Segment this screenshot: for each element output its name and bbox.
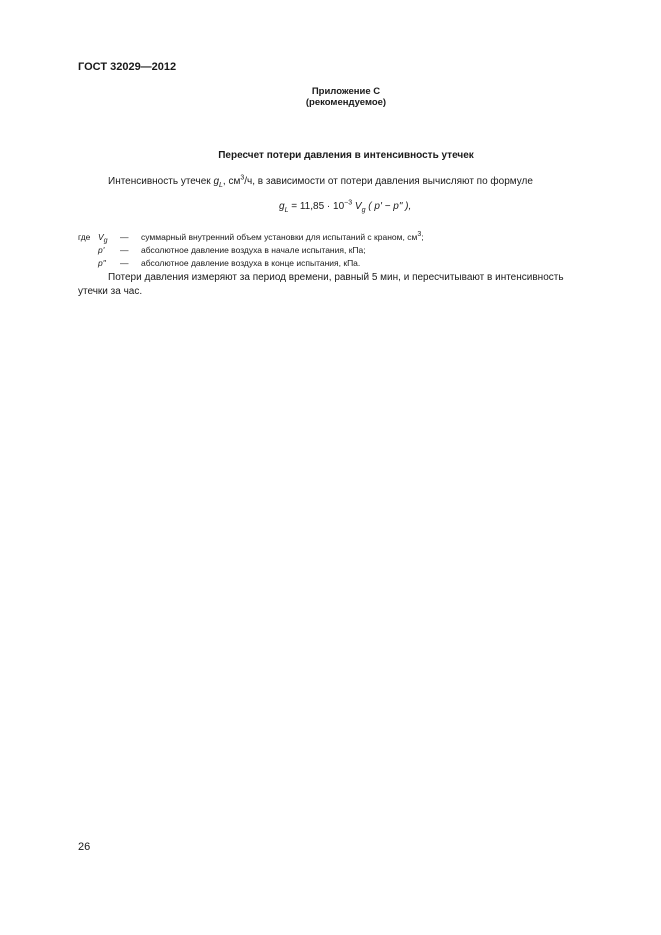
- definition-row: [78, 245, 424, 258]
- definition-text: суммарный внутренний объем установки для испытаний с краном, $см^3$;: [141, 231, 424, 242]
- appendix-title: Приложение С: [311, 86, 381, 97]
- page-number: 26: [78, 841, 91, 853]
- intro-paragraph: [108, 176, 533, 187]
- formula: [279, 201, 411, 212]
- definitions-list: [78, 232, 424, 271]
- definition-row: [78, 258, 424, 271]
- intro-lead: Интенсивность утечек: [108, 176, 214, 187]
- document-header: ГОСТ 32029—2012: [78, 61, 177, 73]
- definition-where: где: [78, 232, 91, 242]
- intro-symbol: g: [213, 176, 219, 187]
- formula-eq: = 11,85 · 10: [288, 201, 345, 212]
- paragraph-line: Потери давления измеряют за период времени, равный 5 мин, и пересчитывают в интенсивность: [108, 272, 564, 283]
- formula-v-sub: g: [361, 207, 366, 214]
- definition-row: [78, 232, 424, 245]
- definition-symbol: p': [98, 245, 105, 255]
- formula-exp: −3: [344, 199, 353, 207]
- intro-symbol-sub: L: [219, 182, 223, 189]
- appendix-subtitle: (рекомендуемое): [305, 97, 387, 108]
- definition-dash: —: [120, 232, 129, 242]
- formula-v: V: [352, 201, 362, 212]
- intro-tail: /ч, в зависимости от потери давления вычисляют по формуле: [244, 176, 533, 187]
- definition-dash: —: [120, 245, 129, 255]
- section-title: Пересчет потери давления в интенсивность утечек: [218, 150, 474, 161]
- formula-lhs: g: [279, 201, 285, 212]
- formula-rhs: ( p' − p" ),: [365, 201, 412, 212]
- definition-symbol: p": [98, 258, 106, 268]
- intro-unit: , см: [222, 176, 241, 187]
- formula-lhs-sub: L: [284, 207, 289, 214]
- definition-dash: —: [120, 258, 129, 268]
- definition-text: абсолютное давление воздуха в конце испытания, кПа.: [141, 258, 361, 268]
- intro-unit-sup: 3: [240, 174, 245, 182]
- paragraph-line: утечки за час.: [78, 286, 143, 297]
- definition-text: абсолютное давление воздуха в начале испытания, кПа;: [141, 245, 366, 255]
- definition-symbol: $V_g$: [98, 232, 108, 245]
